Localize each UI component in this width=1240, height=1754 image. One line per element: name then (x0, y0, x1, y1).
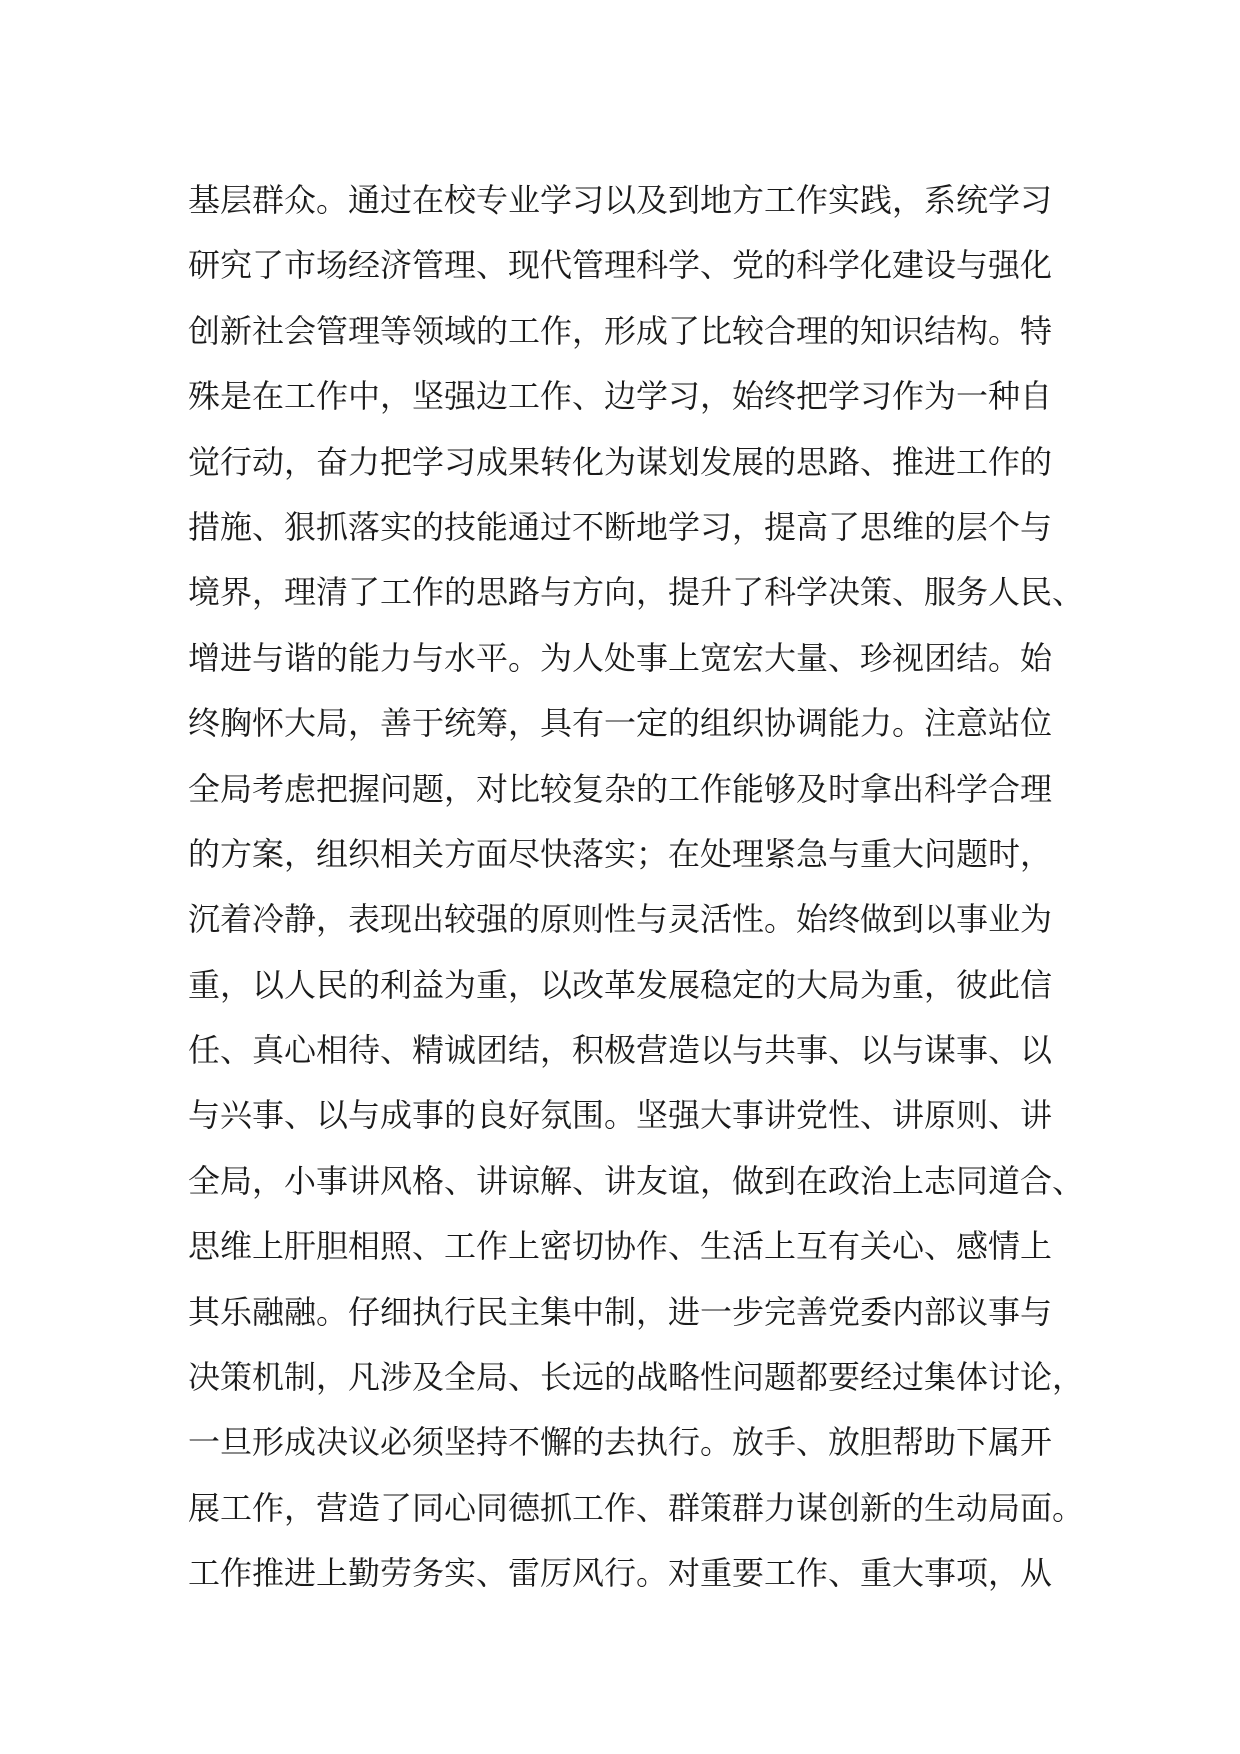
body-text (188, 168, 1088, 1607)
text-line: 的方案，组织相关方面尽快落实；在处理紧急与重大问题时， (188, 834, 1053, 873)
text-line: 沉着冷静，表现出较强的原则性与灵活性。始终做到以事业为 (188, 900, 1053, 939)
text-line: 决策机制，凡涉及全局、长远的战略性问题都要经过集体讨论， (188, 1358, 1085, 1397)
text-line: 措施、狠抓落实的技能通过不断地学习，提高了思维的层个与 (188, 507, 1053, 546)
text-line: 展工作，营造了同心同德抓工作、群策群力谋创新的生动局面。 (188, 1488, 1085, 1527)
text-line: 任、真心相待、精诚团结，积极营造以与共事、以与谋事、以 (188, 1031, 1053, 1070)
text-line: 境界，理清了工作的思路与方向，提升了科学决策、服务人民、 (188, 573, 1085, 612)
text-line: 终胸怀大局，善于统筹，具有一定的组织协调能力。注意站位 (188, 704, 1053, 743)
text-line: 其乐融融。仔细执行民主集中制，进一步完善党委内部议事与 (188, 1292, 1053, 1331)
text-line: 研究了市场经济管理、现代管理科学、党的科学化建设与强化 (188, 246, 1053, 285)
text-line: 全局考虑把握问题，对比较复杂的工作能够及时拿出科学合理 (188, 769, 1053, 808)
text-line: 与兴事、以与成事的良好氛围。坚强大事讲党性、讲原则、讲 (188, 1096, 1053, 1135)
text-line: 创新社会管理等领域的工作，形成了比较合理的知识结构。特 (188, 311, 1053, 350)
text-line: 基层群众。通过在校专业学习以及到地方工作实践，系统学习 (188, 181, 1053, 219)
text-line: 增进与谐的能力与水平。为人处事上宽宏大量、珍视团结。始 (188, 638, 1053, 677)
text-line: 思维上肝胆相照、工作上密切协作、生活上互有关心、感情上 (188, 1227, 1053, 1266)
text-line: 一旦形成决议必须坚持不懈的去执行。放手、放胆帮助下属开 (188, 1423, 1053, 1462)
text-line: 工作推进上勤劳务实、雷厉风行。对重要工作、重大事项，从 (188, 1554, 1053, 1593)
text-line: 全局，小事讲风格、讲谅解、讲友谊，做到在政治上志同道合、 (188, 1161, 1085, 1200)
text-line: 殊是在工作中，坚强边工作、边学习，始终把学习作为一种自 (188, 377, 1053, 416)
text-line: 觉行动，奋力把学习成果转化为谋划发展的思路、推进工作的 (188, 442, 1053, 481)
text-line: 重，以人民的利益为重，以改革发展稳定的大局为重，彼此信 (188, 965, 1053, 1004)
